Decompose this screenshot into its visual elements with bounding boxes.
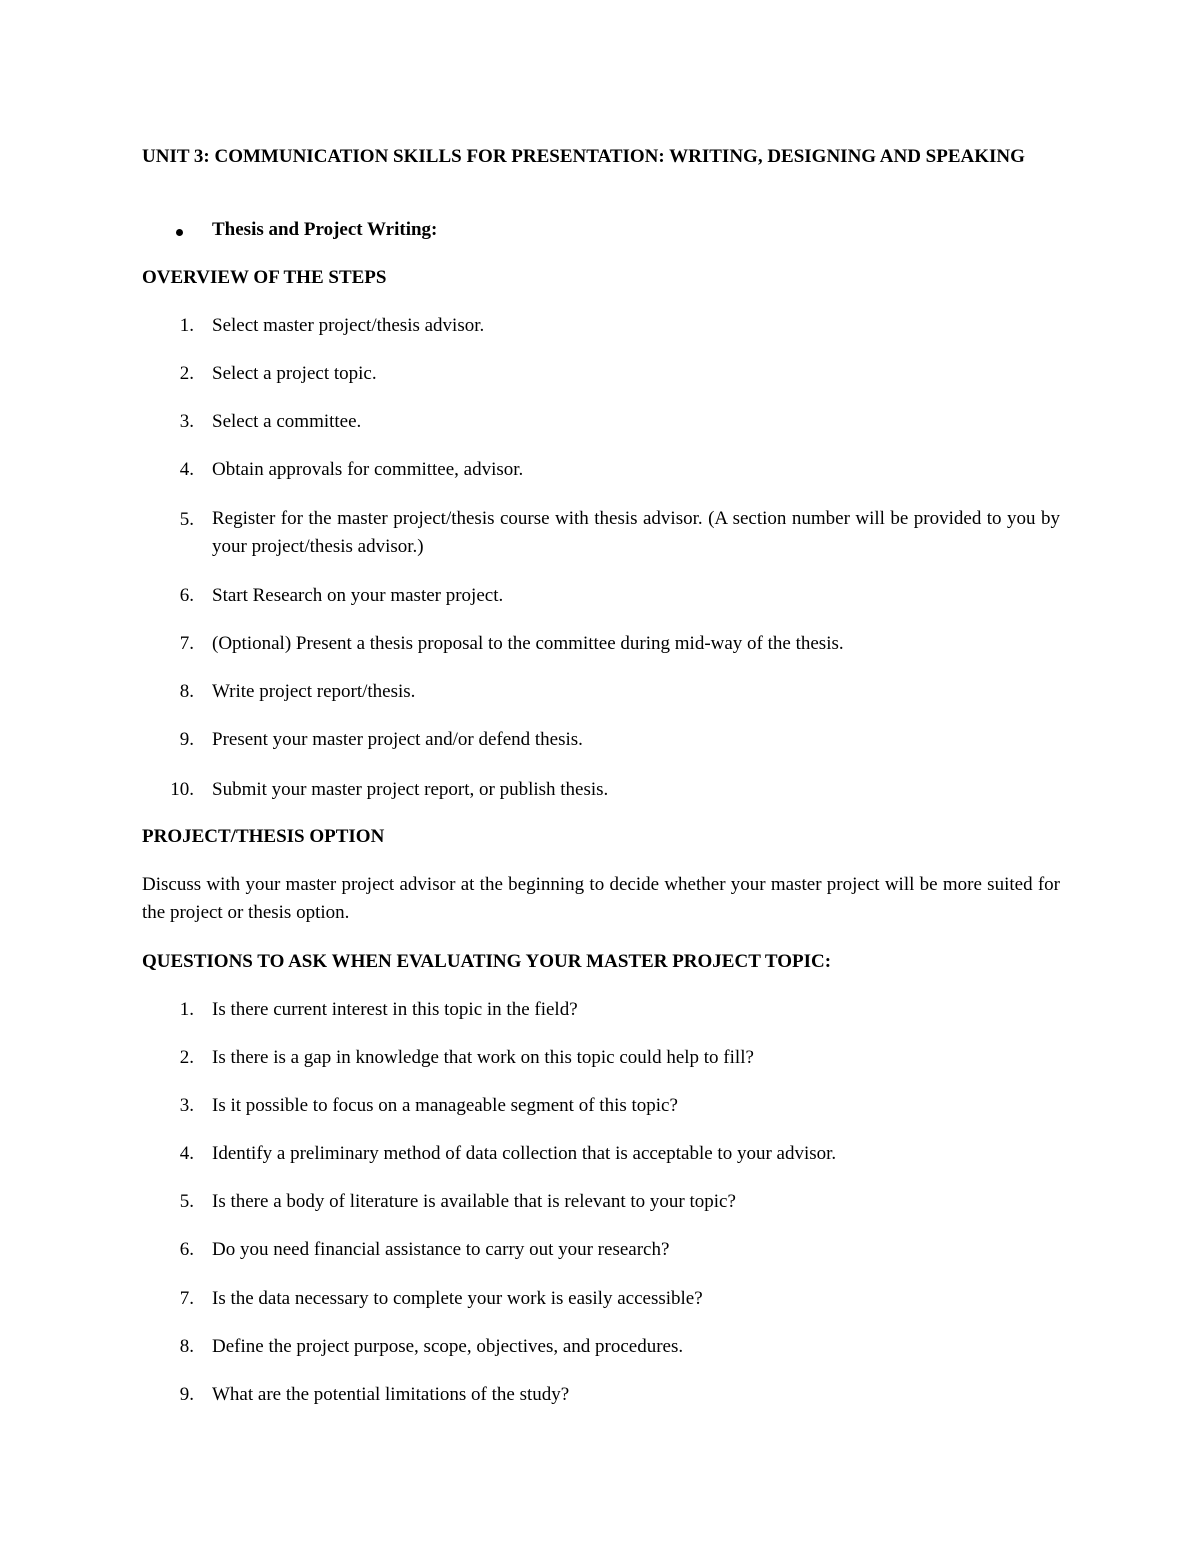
step-text: Select a committee.	[212, 411, 362, 432]
question-number: 8.	[179, 1336, 194, 1357]
step-text: Obtain approvals for committee, advisor.	[212, 459, 524, 480]
question-number: 1.	[179, 999, 194, 1020]
step-text: Start Research on your master project.	[212, 585, 504, 606]
step-number: 6.	[179, 585, 194, 606]
question-number: 9.	[179, 1384, 194, 1405]
question-text: Is there a body of literature is available that is relevant to your topic?	[212, 1191, 736, 1212]
unit-title: UNIT 3: COMMUNICATION SKILLS FOR PRESENTATION: WRITING, DESIGNING AND SPEAKING	[142, 146, 1025, 167]
question-text: Is the data necessary to complete your work is easily accessible?	[212, 1288, 703, 1309]
question-text: Is there current interest in this topic in the field?	[212, 999, 578, 1020]
question-text: Is there is a gap in knowledge that work on this topic could help to fill?	[212, 1047, 754, 1068]
step-text: Select master project/thesis advisor.	[212, 315, 485, 336]
question-number: 4.	[179, 1143, 194, 1164]
question-number: 5.	[179, 1191, 194, 1212]
step-number: 4.	[179, 459, 194, 480]
step-text: Select a project topic.	[212, 363, 377, 384]
step-number: 8.	[179, 681, 194, 702]
step-number: 7.	[179, 633, 194, 654]
step-number: 1.	[179, 315, 194, 336]
option-paragraph: Discuss with your master project advisor at the beginning to decide whether your master project will be more suited for the project or thesis option.	[142, 874, 1060, 923]
question-text: Do you need financial assistance to carry out your research?	[212, 1239, 670, 1260]
step-text: Submit your master project report, or publish thesis.	[212, 779, 609, 800]
question-text: Is it possible to focus on a manageable segment of this topic?	[212, 1095, 678, 1116]
question-number: 3.	[179, 1095, 194, 1116]
questions-heading: QUESTIONS TO ASK WHEN EVALUATING YOUR MASTER PROJECT TOPIC:	[142, 951, 832, 972]
bullet-icon	[176, 229, 183, 236]
overview-heading: OVERVIEW OF THE STEPS	[142, 267, 387, 288]
question-number: 6.	[179, 1239, 194, 1260]
question-number: 2.	[179, 1047, 194, 1068]
step-text: Present your master project and/or defend thesis.	[212, 729, 583, 750]
step-number: 5.	[179, 509, 194, 530]
question-text: Define the project purpose, scope, objectives, and procedures.	[212, 1336, 684, 1357]
step-number: 3.	[179, 411, 194, 432]
bullet-label: Thesis and Project Writing:	[212, 219, 438, 240]
question-text: Identify a preliminary method of data collection that is acceptable to your advisor.	[212, 1143, 837, 1164]
step-text: (Optional) Present a thesis proposal to the committee during mid-way of the thesis.	[212, 633, 844, 654]
step-text: Write project report/thesis.	[212, 681, 416, 702]
step-number: 9.	[179, 729, 194, 750]
option-heading: PROJECT/THESIS OPTION	[142, 826, 385, 847]
step-text: Register for the master project/thesis course with thesis advisor. (A section number will be provided to you by your project/thesis advisor.)	[212, 508, 1060, 557]
step-number: 10.	[170, 779, 194, 800]
question-number: 7.	[179, 1288, 194, 1309]
question-text: What are the potential limitations of the study?	[212, 1384, 570, 1405]
step-number: 2.	[179, 363, 194, 384]
